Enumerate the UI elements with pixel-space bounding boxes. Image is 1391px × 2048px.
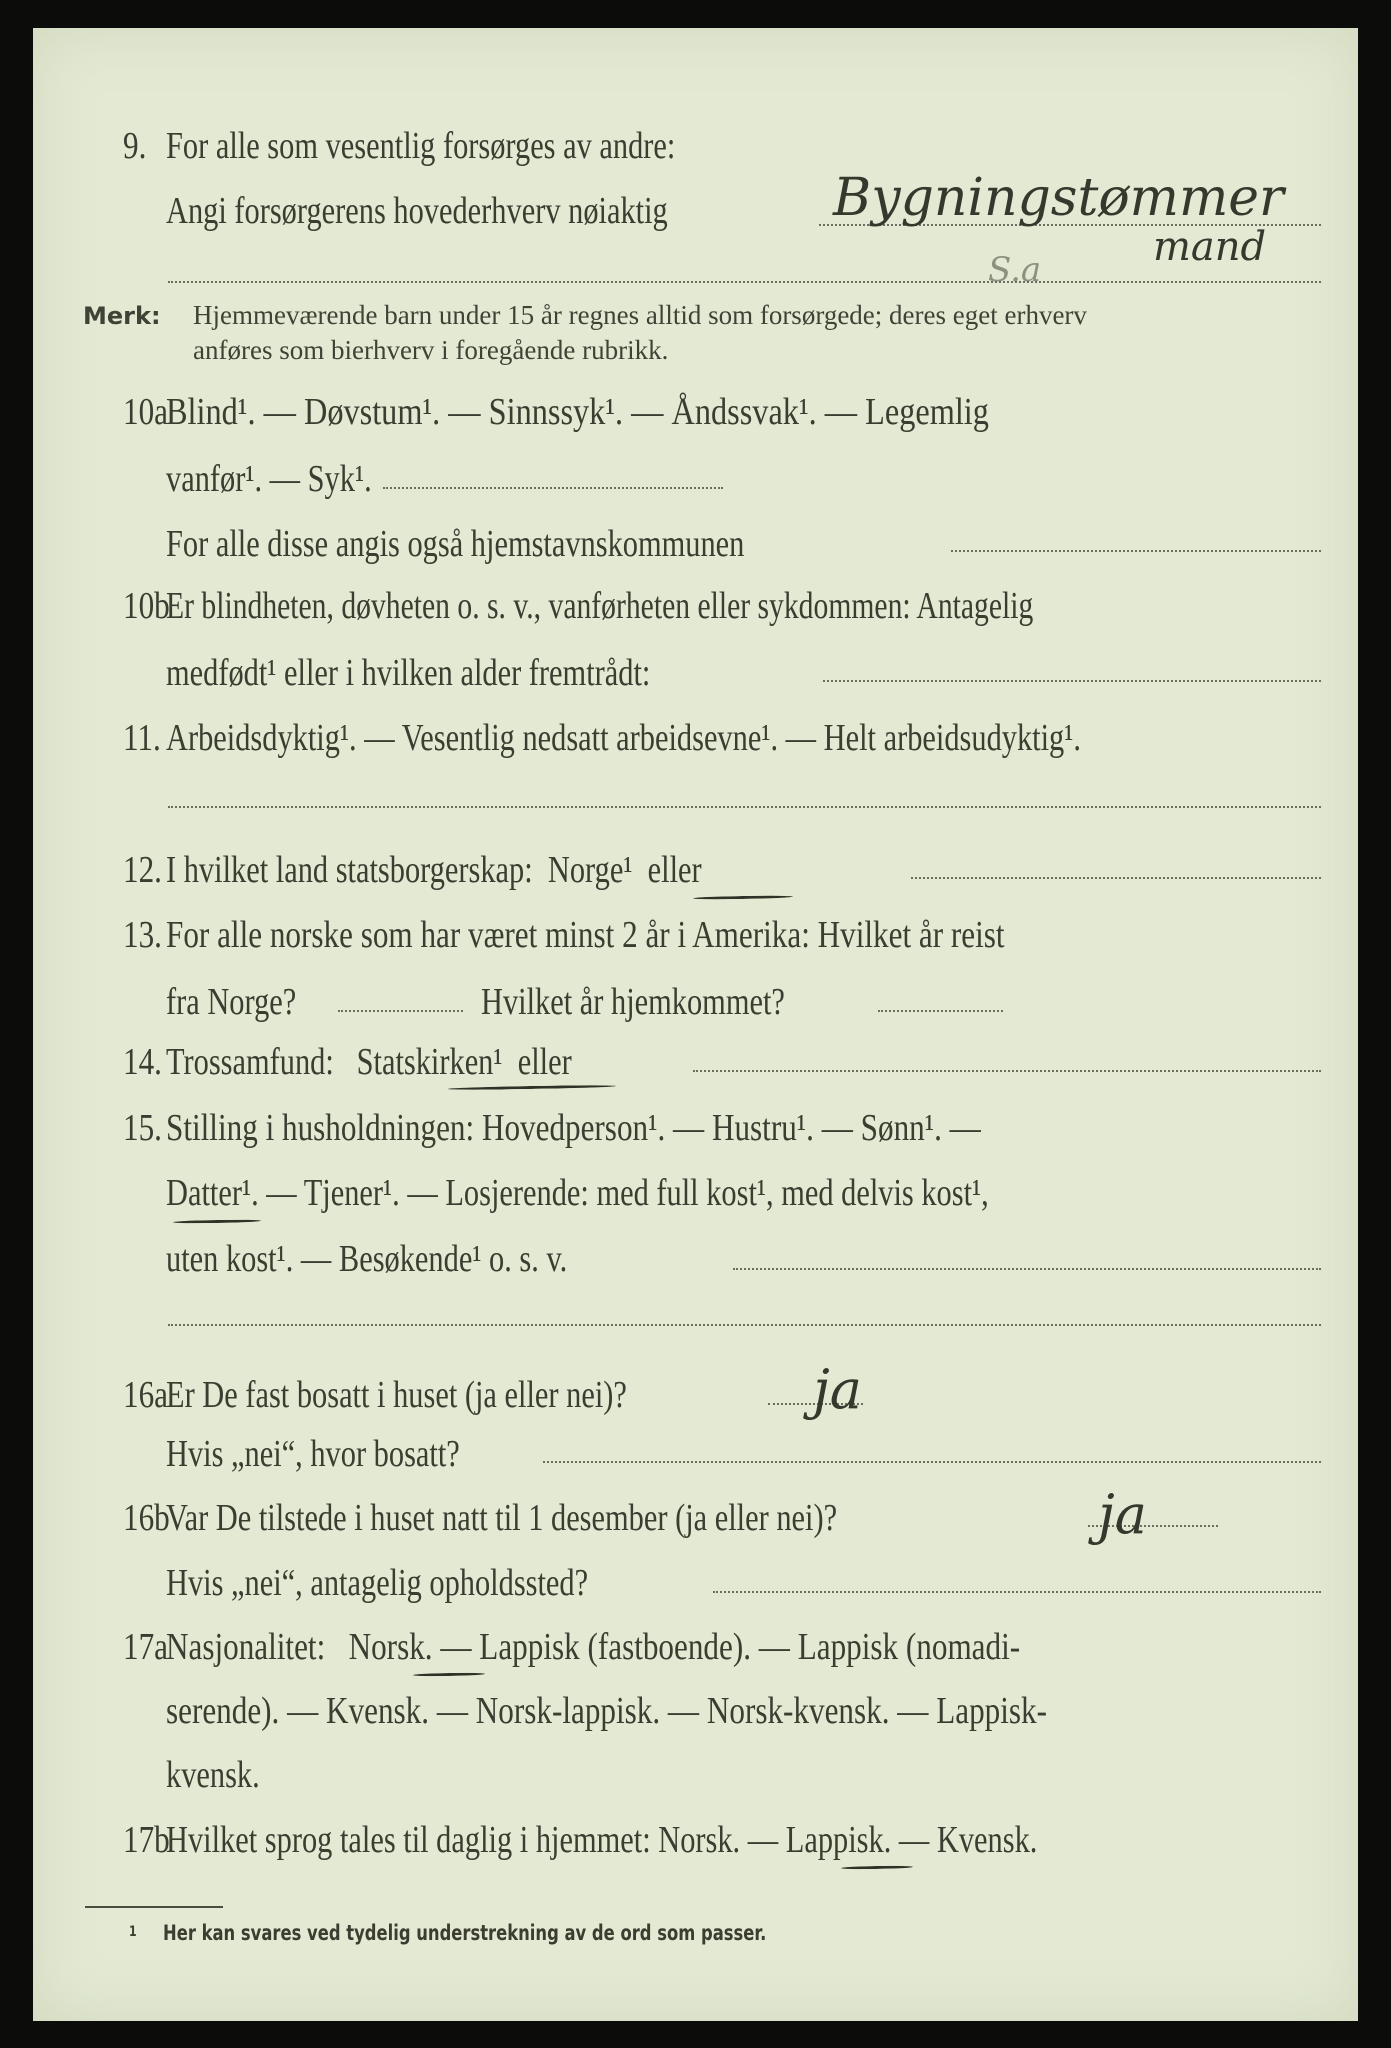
q17a-line1: Nasjonalitet: Norsk. — Lappisk (fastboende). — Lappisk (nomadi-	[166, 1626, 1021, 1668]
q16a-bosatt-field[interactable]	[543, 1461, 1321, 1463]
q9-number: 9.	[123, 125, 147, 167]
q16a-answer-handwritten: ja	[813, 1358, 862, 1421]
q13-line1: For alle norske som har været minst 2 år i Amerika: Hvilket år reist	[166, 914, 1005, 956]
q15-field-2[interactable]	[168, 1324, 1321, 1326]
q13-hjemkommet-field[interactable]	[878, 1010, 1003, 1012]
q9-answer-handwritten-cont: mand	[1153, 224, 1267, 270]
q12-number: 12.	[123, 849, 162, 891]
q13-reist-field[interactable]	[338, 1010, 463, 1012]
q10a-line2: vanfør¹. — Syk¹.	[166, 458, 372, 500]
q14-option-statskirken: Statskirken¹	[356, 1041, 503, 1083]
merk-line1: Hjemmeværende barn under 15 år regnes alltid som forsørgede; deres eget erhverv	[193, 300, 1087, 330]
q9-answer-line2	[168, 281, 1321, 283]
q14-number: 14.	[123, 1041, 162, 1083]
q13-line2a: fra Norge?	[166, 981, 297, 1023]
q16b-line1: Var De tilstede i huset natt til 1 desember (ja eller nei)?	[166, 1497, 838, 1539]
q14-underline-statskirken	[448, 1085, 616, 1091]
q13-line2b: Hvilket år hjemkommet?	[481, 981, 785, 1023]
q10a-syk-field[interactable]	[383, 487, 723, 489]
q9-pencil-mark: S.a	[988, 250, 1042, 290]
q14-field[interactable]	[693, 1070, 1321, 1072]
footnote-text: Her kan svares ved tydelig understrekning av de ord som passer.	[163, 1921, 767, 1945]
q17b-option-norsk: Norsk.	[658, 1819, 741, 1861]
q16a-number: 16a	[123, 1374, 168, 1416]
merk-line2: anføres som bierhverv i foregående rubrikk.	[193, 335, 669, 365]
q10a-line1: Blind¹. — Døvstum¹. — Sinnssyk¹. — Åndssvak¹. — Legemlig	[166, 391, 989, 433]
q12-line: I hvilket land statsborgerskap: Norge¹ eller	[166, 849, 702, 891]
q17a-line2: serende). — Kvensk. — Norsk-lappisk. — Norsk-kvensk. — Lappisk-	[166, 1690, 1047, 1732]
q11-number: 11.	[123, 717, 161, 759]
q15-line1: Stilling i husholdningen: Hovedperson¹. — Hustru¹. — Sønn¹. —	[166, 1107, 981, 1149]
q16a-line2: Hvis „nei“, hvor bosatt?	[166, 1433, 460, 1475]
q12-option-norge: Norge¹	[547, 849, 633, 891]
q9-line2: Angi forsørgerens hovederhverv nøiaktig	[166, 190, 668, 232]
q17a-underline-norsk	[413, 1672, 485, 1676]
q13-number: 13.	[123, 914, 162, 956]
q17a-option-norsk: Norsk.	[348, 1626, 433, 1668]
q15-field[interactable]	[733, 1268, 1321, 1270]
merk-label: Merk:	[83, 302, 161, 330]
q11-line1: Arbeidsdyktig¹. — Vesentlig nedsatt arbeidsevne¹. — Helt arbeidsudyktig¹.	[166, 717, 1081, 759]
q10b-line1: Er blindheten, døvheten o. s. v., vanførheten eller sykdommen: Antagelig	[166, 585, 1034, 627]
q10b-number: 10b	[123, 585, 170, 627]
q10a-number: 10a	[123, 391, 168, 433]
q9-answer-handwritten: Bygningstømmer	[833, 168, 1284, 228]
q17b-underline-norsk	[841, 1865, 913, 1869]
q17b-line: Hvilket sprog tales til daglig i hjemmet: Norsk. — Lappisk. — Kvensk.	[166, 1819, 1038, 1861]
q15-underline-datter	[173, 1219, 261, 1224]
q16b-answer-handwritten: ja	[1098, 1483, 1147, 1546]
q16b-line2: Hvis „nei“, antagelig opholdssted?	[166, 1562, 589, 1604]
q17b-number: 17b	[123, 1819, 170, 1861]
q12-underline-norge	[693, 895, 793, 900]
q12-field[interactable]	[911, 877, 1321, 879]
q10a-hjemstavn-field[interactable]	[951, 550, 1321, 552]
footnote-rule	[85, 1906, 223, 1908]
q10a-line3: For alle disse angis også hjemstavnskommunen	[166, 523, 745, 565]
q16b-number: 16b	[123, 1497, 170, 1539]
q15-number: 15.	[123, 1107, 162, 1149]
census-form-page	[33, 28, 1358, 2021]
q16b-opholdssted-field[interactable]	[713, 1591, 1321, 1593]
q9-line1: For alle som vesentlig forsørges av andre:	[166, 125, 676, 167]
q10b-line2: medfødt¹ eller i hvilken alder fremtrådt:	[166, 652, 651, 694]
q11-field[interactable]	[168, 806, 1321, 808]
q15-option-datter: Datter¹	[166, 1172, 252, 1214]
q15-line2: Datter¹. — Tjener¹. — Losjerende: med full kost¹, med delvis kost¹,	[166, 1172, 989, 1214]
q10b-field[interactable]	[823, 680, 1321, 682]
q14-line: Trossamfund: Statskirken¹ eller	[166, 1041, 572, 1083]
q15-line3: uten kost¹. — Besøkende¹ o. s. v.	[166, 1238, 568, 1280]
q17a-line3: kvensk.	[166, 1754, 260, 1796]
footnote-marker: 1	[129, 1924, 137, 1940]
q16a-line1: Er De fast bosatt i huset (ja eller nei)?	[166, 1374, 627, 1416]
q17a-number: 17a	[123, 1626, 168, 1668]
